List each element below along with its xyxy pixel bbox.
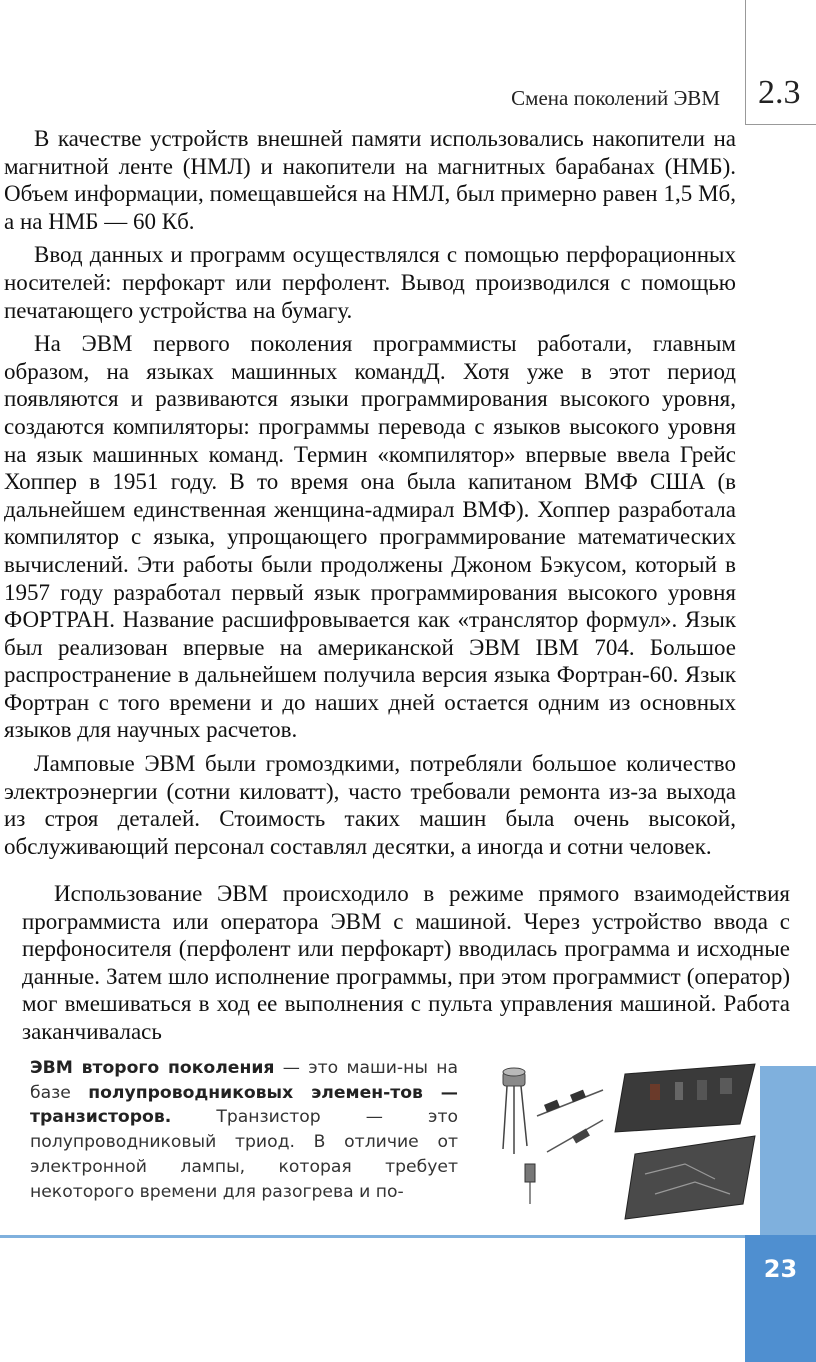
circuit-board-image xyxy=(615,1064,755,1219)
main-text-continued xyxy=(22,880,790,1046)
inset-second-generation-text xyxy=(30,1056,458,1204)
paragraph-input-output: Ввод данных и программ осуществлялся с помощью перфорационных носителей: перфокарт или перфолент. Вывод производился с помощью печатающего устройства на бумагу. xyxy=(4,242,736,323)
inset-text-1: — это маши-ны на базе xyxy=(30,1058,459,1103)
paragraph-direct-interaction: Использование ЭВМ происходило в режиме прямого взаимодействия программиста или оператора ЭВМ с машиной. Через устройство ввода с перфоносителя (перфолент или перфокарт) вводилась программа и исходные данные. Затем шло исполнение программы, при этом программист (оператор) мог вмешиваться в ход ее выполнения с пульта управления машиной. Работа заканчивалась xyxy=(22,881,790,1044)
paragraph-programming-languages: На ЭВМ первого поколения программисты работали, главным образом, на языках машинных командД. Хотя уже в этот период появляются и развиваются языки программирования высокого уровня, создаются компиляторы: программы перевода с языков высокого уровня на язык машинных команд. Термин «компилятор» впервые ввела Грейс Хоппер в 1951 году. В то время она была капитаном ВМФ США (в дальнейшем единственная женщина-адмирал ВМФ). Хоппер разработала компилятор с языка, упрощающего программирование математических вычислений. Эти работы были продолжены Джоном Бэкусом, который в 1957 году разработал первый язык программирования высокого уровня ФОРТРАН. Название расшифровывается как «транслятор формул». Язык был реализован впервые на американской ЭВМ IBM 704. Большое распространение в дальнейшем получила версия языка Фортран-60. Язык Фортран с того времени и до наших дней остается одним из основных языков для научных расчетов. xyxy=(4,331,736,743)
inset-text-2: Транзистор — это полупроводниковый триод. В отличие от электронной лампы, которая требует некоторого времени для разогрева и по- xyxy=(30,1107,458,1202)
page-number: 23 xyxy=(763,1255,798,1283)
diode-components-image xyxy=(525,1090,603,1204)
header-divider-vertical xyxy=(745,0,746,124)
main-text xyxy=(4,125,736,866)
header-divider-horizontal xyxy=(745,124,816,125)
paragraph-tube-computers: Ламповые ЭВМ были громоздкими, потребляли большое количество электроэнергии (сотни киловатт), часто требовали ремонта из-за выхода из строя деталей. Стоимость таких машин была очень высокой, обслуживающий персонал составлял десятки, а иногда и сотни человек. xyxy=(4,751,736,859)
running-header-title: Смена поколений ЭВМ xyxy=(511,86,720,110)
inset-term-second-generation: ЭВМ второго поколения xyxy=(30,1058,275,1078)
metal-can-transistor-image xyxy=(503,1068,527,1154)
section-number: 2.3 xyxy=(758,74,801,111)
paragraph-external-memory: В качестве устройств внешней памяти использовались накопители на магнитной ленте (НМЛ) и накопители на магнитных барабанах (НМБ). Объем информации, помещавшейся на НМЛ, был примерно равен 1,5 Мб, а на НМБ — 60 Кб. xyxy=(4,126,736,234)
bottom-accent-rule xyxy=(0,1235,745,1238)
inset-term-transistors: полупроводниковых элемен-тов — транзисторов. xyxy=(30,1082,458,1128)
transistors-illustration xyxy=(485,1054,760,1234)
